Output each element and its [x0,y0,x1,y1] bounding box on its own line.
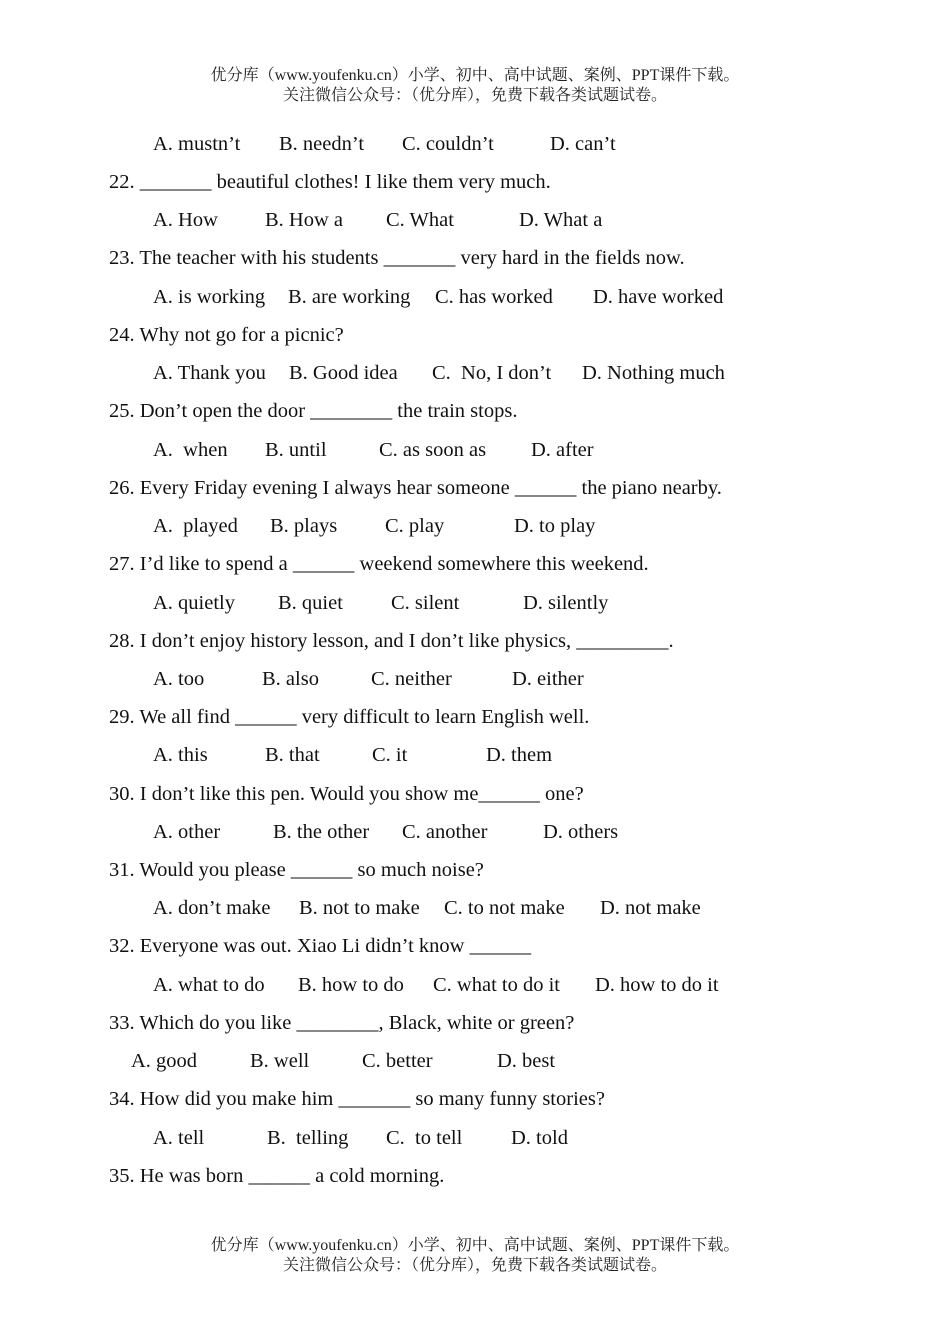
option-c: C. play [385,515,445,537]
page-header [0,66,950,106]
option-d: D. how to do it [595,974,719,996]
option-c: C. another [402,821,488,843]
option-c: C. No, I don’t [432,362,552,384]
option-a: A. played [153,515,238,537]
question-33-stem: 33. Which do you like ________, Black, white or green? [109,1012,575,1034]
option-d: D. told [511,1127,568,1149]
question-26-stem: 26. Every Friday evening I always hear someone ______ the piano nearby. [109,477,722,499]
option-a: A. this [153,744,208,766]
option-d: D. not make [600,897,701,919]
question-24-stem: 24. Why not go for a picnic? [109,324,344,346]
option-d: D. silently [523,592,609,614]
option-d: D. either [512,668,584,690]
option-d: D. What a [519,209,603,231]
option-b: B. not to make [299,897,420,919]
option-c: C. silent [391,592,460,614]
option-a: A. is working [153,286,266,308]
option-d: D. can’t [550,133,616,155]
question-28-stem: 28. I don’t enjoy history lesson, and I don’t like physics, _________. [109,630,674,652]
option-c: C. it [372,744,408,766]
option-b: B. How a [265,209,344,231]
option-d: D. have worked [593,286,724,308]
option-a: A. good [131,1050,198,1072]
option-b: B. that [265,744,320,766]
option-a: A. How [153,209,218,231]
question-27-stem: 27. I’d like to spend a ______ weekend somewhere this weekend. [109,553,649,575]
question-29-stem: 29. We all find ______ very difficult to learn English well. [109,706,590,728]
option-c: C. couldn’t [402,133,494,155]
footer-line-1: 优分库（www.youfenku.cn）小学、初中、高中试题、案例、PPT课件下载。 [210,1237,740,1254]
option-b: B. quiet [278,592,343,614]
option-d: D. them [486,744,553,766]
question-34-stem: 34. How did you make him _______ so many funny stories? [109,1088,605,1110]
option-c: C. better [362,1050,433,1072]
header-line-1: 优分库（www.youfenku.cn）小学、初中、高中试题、案例、PPT课件下载。 [210,67,740,84]
option-b: B. needn’t [279,133,365,155]
question-31-stem: 31. Would you please ______ so much noise? [109,859,484,881]
option-a: A. when [153,439,228,461]
option-a: A. tell [153,1127,205,1149]
question-35-stem: 35. He was born ______ a cold morning. [109,1165,445,1187]
option-b: B. until [265,439,327,461]
option-a: A. what to do [153,974,265,996]
option-c: C. what to do it [433,974,560,996]
option-b: B. are working [288,286,411,308]
option-a: A. don’t make [153,897,271,919]
option-a: A. too [153,668,205,690]
option-c: C. has worked [435,286,553,308]
question-30-stem: 30. I don’t like this pen. Would you show me______ one? [109,783,584,805]
option-d: D. best [497,1050,556,1072]
header-line-2: 关注微信公众号：（优分库），免费下载各类试题试卷。 [282,87,667,104]
option-b: B. telling [267,1127,349,1149]
option-c: C. as soon as [379,439,487,461]
option-b: B. the other [273,821,370,843]
question-25-stem: 25. Don’t open the door ________ the train stops. [109,400,518,422]
option-d: D. Nothing much [582,362,725,384]
question-23-stem: 23. The teacher with his students _______ very hard in the fields now. [109,247,685,269]
option-d: D. others [543,821,619,843]
option-b: B. also [262,668,319,690]
option-c: C. What [386,209,454,231]
option-c: C. to tell [386,1127,463,1149]
option-d: D. after [531,439,594,461]
option-b: B. well [250,1050,310,1072]
question-22-stem: 22. _______ beautiful clothes! I like them very much. [109,171,551,193]
option-b: B. how to do [298,974,404,996]
option-c: C. to not make [444,897,565,919]
option-a: A. Thank you [153,362,266,384]
option-b: B. Good idea [289,362,398,384]
option-b: B. plays [270,515,338,537]
option-d: D. to play [514,515,596,537]
option-a: A. mustn’t [153,133,241,155]
option-c: C. neither [371,668,452,690]
option-a: A. quietly [153,592,235,614]
page-footer [0,1236,950,1276]
question-32-stem: 32. Everyone was out. Xiao Li didn’t know ______ [109,935,532,957]
footer-line-2: 关注微信公众号：（优分库），免费下载各类试题试卷。 [282,1257,667,1274]
option-a: A. other [153,821,221,843]
